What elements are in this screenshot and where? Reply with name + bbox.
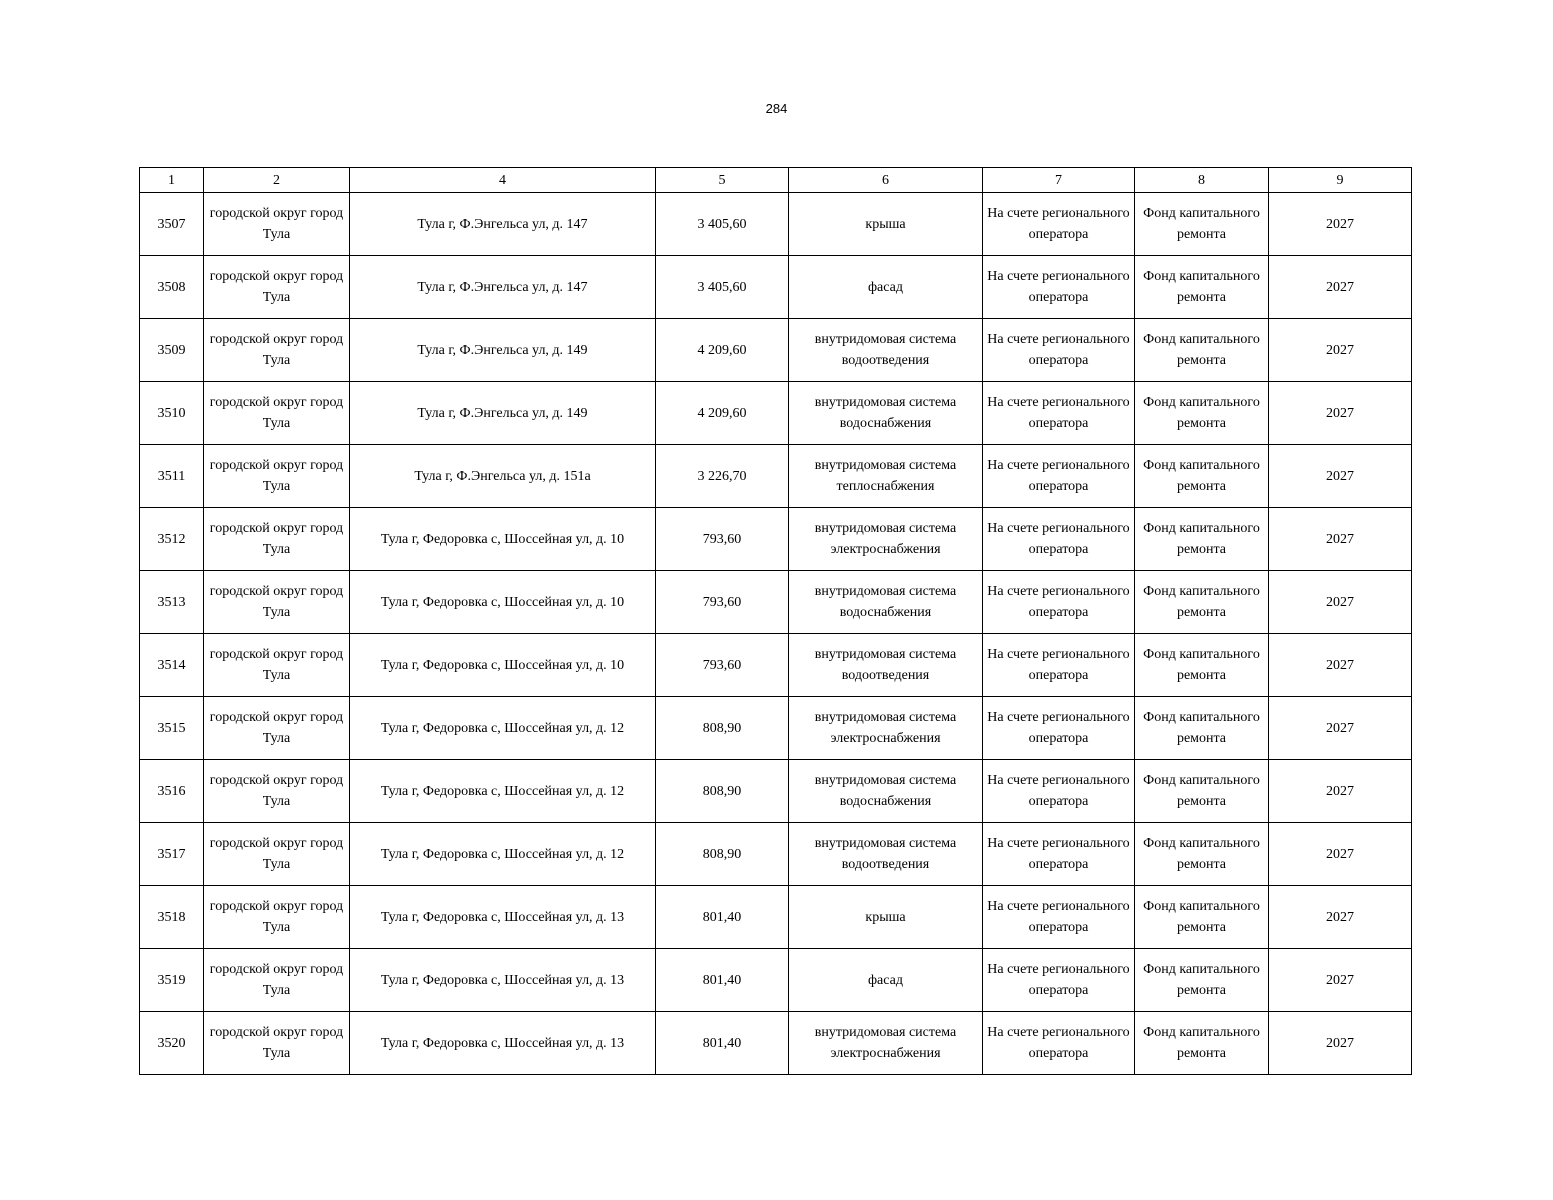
address-cell: Тула г, Федоровка с, Шоссейная ул, д. 13 <box>350 886 656 949</box>
table-row <box>140 571 1412 634</box>
work-type-cell: внутридомовая система водоотведения <box>789 319 983 382</box>
work-type-cell: крыша <box>789 193 983 256</box>
column-header: 7 <box>983 168 1135 193</box>
area-cell: 793,60 <box>656 571 789 634</box>
year-cell: 2027 <box>1269 760 1412 823</box>
table-row <box>140 634 1412 697</box>
work-type-cell: внутридомовая система водоотведения <box>789 823 983 886</box>
municipality-cell: городской округ город Тула <box>204 445 350 508</box>
table-row <box>140 382 1412 445</box>
fund-owner-cell: Фонд капитального ремонта <box>1135 1012 1269 1075</box>
year-cell: 2027 <box>1269 445 1412 508</box>
work-type-cell: внутридомовая система водоотведения <box>789 634 983 697</box>
table-row <box>140 193 1412 256</box>
column-header: 4 <box>350 168 656 193</box>
table-row <box>140 760 1412 823</box>
column-header: 6 <box>789 168 983 193</box>
municipality-cell: городской округ город Тула <box>204 193 350 256</box>
fund-account-cell: На счете регионального оператора <box>983 571 1135 634</box>
work-type-cell: крыша <box>789 886 983 949</box>
work-type-cell: внутридомовая система водоснабжения <box>789 571 983 634</box>
area-cell: 793,60 <box>656 634 789 697</box>
row-number-cell: 3511 <box>140 445 204 508</box>
work-type-cell: внутридомовая система электроснабжения <box>789 697 983 760</box>
work-type-cell: внутридомовая система водоснабжения <box>789 382 983 445</box>
fund-owner-cell: Фонд капитального ремонта <box>1135 760 1269 823</box>
page-number: 284 <box>765 101 788 116</box>
year-cell: 2027 <box>1269 382 1412 445</box>
table-row <box>140 697 1412 760</box>
area-cell: 801,40 <box>656 949 789 1012</box>
fund-account-cell: На счете регионального оператора <box>983 886 1135 949</box>
fund-account-cell: На счете регионального оператора <box>983 760 1135 823</box>
column-header: 8 <box>1135 168 1269 193</box>
column-header: 9 <box>1269 168 1412 193</box>
area-cell: 793,60 <box>656 508 789 571</box>
row-number-cell: 3513 <box>140 571 204 634</box>
municipality-cell: городской округ город Тула <box>204 319 350 382</box>
row-number-cell: 3514 <box>140 634 204 697</box>
fund-owner-cell: Фонд капитального ремонта <box>1135 445 1269 508</box>
fund-account-cell: На счете регионального оператора <box>983 193 1135 256</box>
year-cell: 2027 <box>1269 949 1412 1012</box>
year-cell: 2027 <box>1269 256 1412 319</box>
fund-owner-cell: Фонд капитального ремонта <box>1135 256 1269 319</box>
table-row <box>140 319 1412 382</box>
municipality-cell: городской округ город Тула <box>204 823 350 886</box>
address-cell: Тула г, Ф.Энгельса ул, д. 147 <box>350 256 656 319</box>
table-row <box>140 445 1412 508</box>
row-number-cell: 3508 <box>140 256 204 319</box>
row-number-cell: 3509 <box>140 319 204 382</box>
area-cell: 808,90 <box>656 697 789 760</box>
fund-owner-cell: Фонд капитального ремонта <box>1135 571 1269 634</box>
address-cell: Тула г, Федоровка с, Шоссейная ул, д. 10 <box>350 571 656 634</box>
fund-account-cell: На счете регионального оператора <box>983 1012 1135 1075</box>
work-type-cell: внутридомовая система теплоснабжения <box>789 445 983 508</box>
year-cell: 2027 <box>1269 319 1412 382</box>
fund-account-cell: На счете регионального оператора <box>983 256 1135 319</box>
column-header: 5 <box>656 168 789 193</box>
column-header: 1 <box>140 168 204 193</box>
municipality-cell: городской округ город Тула <box>204 571 350 634</box>
row-number-cell: 3515 <box>140 697 204 760</box>
table-row <box>140 949 1412 1012</box>
address-cell: Тула г, Ф.Энгельса ул, д. 147 <box>350 193 656 256</box>
municipality-cell: городской округ город Тула <box>204 697 350 760</box>
fund-account-cell: На счете регионального оператора <box>983 508 1135 571</box>
year-cell: 2027 <box>1269 886 1412 949</box>
year-cell: 2027 <box>1269 634 1412 697</box>
year-cell: 2027 <box>1269 508 1412 571</box>
row-number-cell: 3510 <box>140 382 204 445</box>
address-cell: Тула г, Федоровка с, Шоссейная ул, д. 10 <box>350 634 656 697</box>
row-number-cell: 3519 <box>140 949 204 1012</box>
fund-account-cell: На счете регионального оператора <box>983 382 1135 445</box>
row-number-cell: 3512 <box>140 508 204 571</box>
table-body <box>140 193 1412 1075</box>
table-header-row <box>140 168 1412 193</box>
row-number-cell: 3516 <box>140 760 204 823</box>
municipality-cell: городской округ город Тула <box>204 1012 350 1075</box>
fund-account-cell: На счете регионального оператора <box>983 949 1135 1012</box>
municipality-cell: городской округ город Тула <box>204 949 350 1012</box>
area-cell: 3 405,60 <box>656 193 789 256</box>
fund-owner-cell: Фонд капитального ремонта <box>1135 949 1269 1012</box>
area-cell: 808,90 <box>656 823 789 886</box>
table-row <box>140 886 1412 949</box>
municipality-cell: городской округ город Тула <box>204 508 350 571</box>
municipality-cell: городской округ город Тула <box>204 382 350 445</box>
area-cell: 808,90 <box>656 760 789 823</box>
area-cell: 3 226,70 <box>656 445 789 508</box>
address-cell: Тула г, Федоровка с, Шоссейная ул, д. 12 <box>350 697 656 760</box>
work-type-cell: фасад <box>789 256 983 319</box>
area-cell: 3 405,60 <box>656 256 789 319</box>
row-number-cell: 3518 <box>140 886 204 949</box>
address-cell: Тула г, Федоровка с, Шоссейная ул, д. 13 <box>350 949 656 1012</box>
area-cell: 4 209,60 <box>656 319 789 382</box>
municipality-cell: городской округ город Тула <box>204 886 350 949</box>
address-cell: Тула г, Федоровка с, Шоссейная ул, д. 12 <box>350 760 656 823</box>
fund-account-cell: На счете регионального оператора <box>983 823 1135 886</box>
year-cell: 2027 <box>1269 1012 1412 1075</box>
fund-owner-cell: Фонд капитального ремонта <box>1135 193 1269 256</box>
work-type-cell: фасад <box>789 949 983 1012</box>
municipality-cell: городской округ город Тула <box>204 256 350 319</box>
year-cell: 2027 <box>1269 823 1412 886</box>
address-cell: Тула г, Федоровка с, Шоссейная ул, д. 13 <box>350 1012 656 1075</box>
row-number-cell: 3517 <box>140 823 204 886</box>
table-row <box>140 823 1412 886</box>
area-cell: 801,40 <box>656 1012 789 1075</box>
municipality-cell: городской округ город Тула <box>204 760 350 823</box>
year-cell: 2027 <box>1269 697 1412 760</box>
table-row <box>140 508 1412 571</box>
municipality-cell: городской округ город Тула <box>204 634 350 697</box>
repair-schedule-table <box>139 167 1412 1075</box>
table-row <box>140 256 1412 319</box>
work-type-cell: внутридомовая система водоснабжения <box>789 760 983 823</box>
fund-owner-cell: Фонд капитального ремонта <box>1135 508 1269 571</box>
work-type-cell: внутридомовая система электроснабжения <box>789 508 983 571</box>
address-cell: Тула г, Федоровка с, Шоссейная ул, д. 12 <box>350 823 656 886</box>
column-header: 2 <box>204 168 350 193</box>
work-type-cell: внутридомовая система электроснабжения <box>789 1012 983 1075</box>
fund-owner-cell: Фонд капитального ремонта <box>1135 319 1269 382</box>
area-cell: 4 209,60 <box>656 382 789 445</box>
fund-owner-cell: Фонд капитального ремонта <box>1135 634 1269 697</box>
row-number-cell: 3507 <box>140 193 204 256</box>
year-cell: 2027 <box>1269 571 1412 634</box>
row-number-cell: 3520 <box>140 1012 204 1075</box>
fund-owner-cell: Фонд капитального ремонта <box>1135 886 1269 949</box>
fund-account-cell: На счете регионального оператора <box>983 445 1135 508</box>
address-cell: Тула г, Ф.Энгельса ул, д. 149 <box>350 319 656 382</box>
fund-owner-cell: Фонд капитального ремонта <box>1135 697 1269 760</box>
fund-account-cell: На счете регионального оператора <box>983 697 1135 760</box>
address-cell: Тула г, Федоровка с, Шоссейная ул, д. 10 <box>350 508 656 571</box>
fund-owner-cell: Фонд капитального ремонта <box>1135 823 1269 886</box>
fund-account-cell: На счете регионального оператора <box>983 319 1135 382</box>
fund-account-cell: На счете регионального оператора <box>983 634 1135 697</box>
year-cell: 2027 <box>1269 193 1412 256</box>
area-cell: 801,40 <box>656 886 789 949</box>
address-cell: Тула г, Ф.Энгельса ул, д. 149 <box>350 382 656 445</box>
address-cell: Тула г, Ф.Энгельса ул, д. 151а <box>350 445 656 508</box>
table-row <box>140 1012 1412 1075</box>
fund-owner-cell: Фонд капитального ремонта <box>1135 382 1269 445</box>
